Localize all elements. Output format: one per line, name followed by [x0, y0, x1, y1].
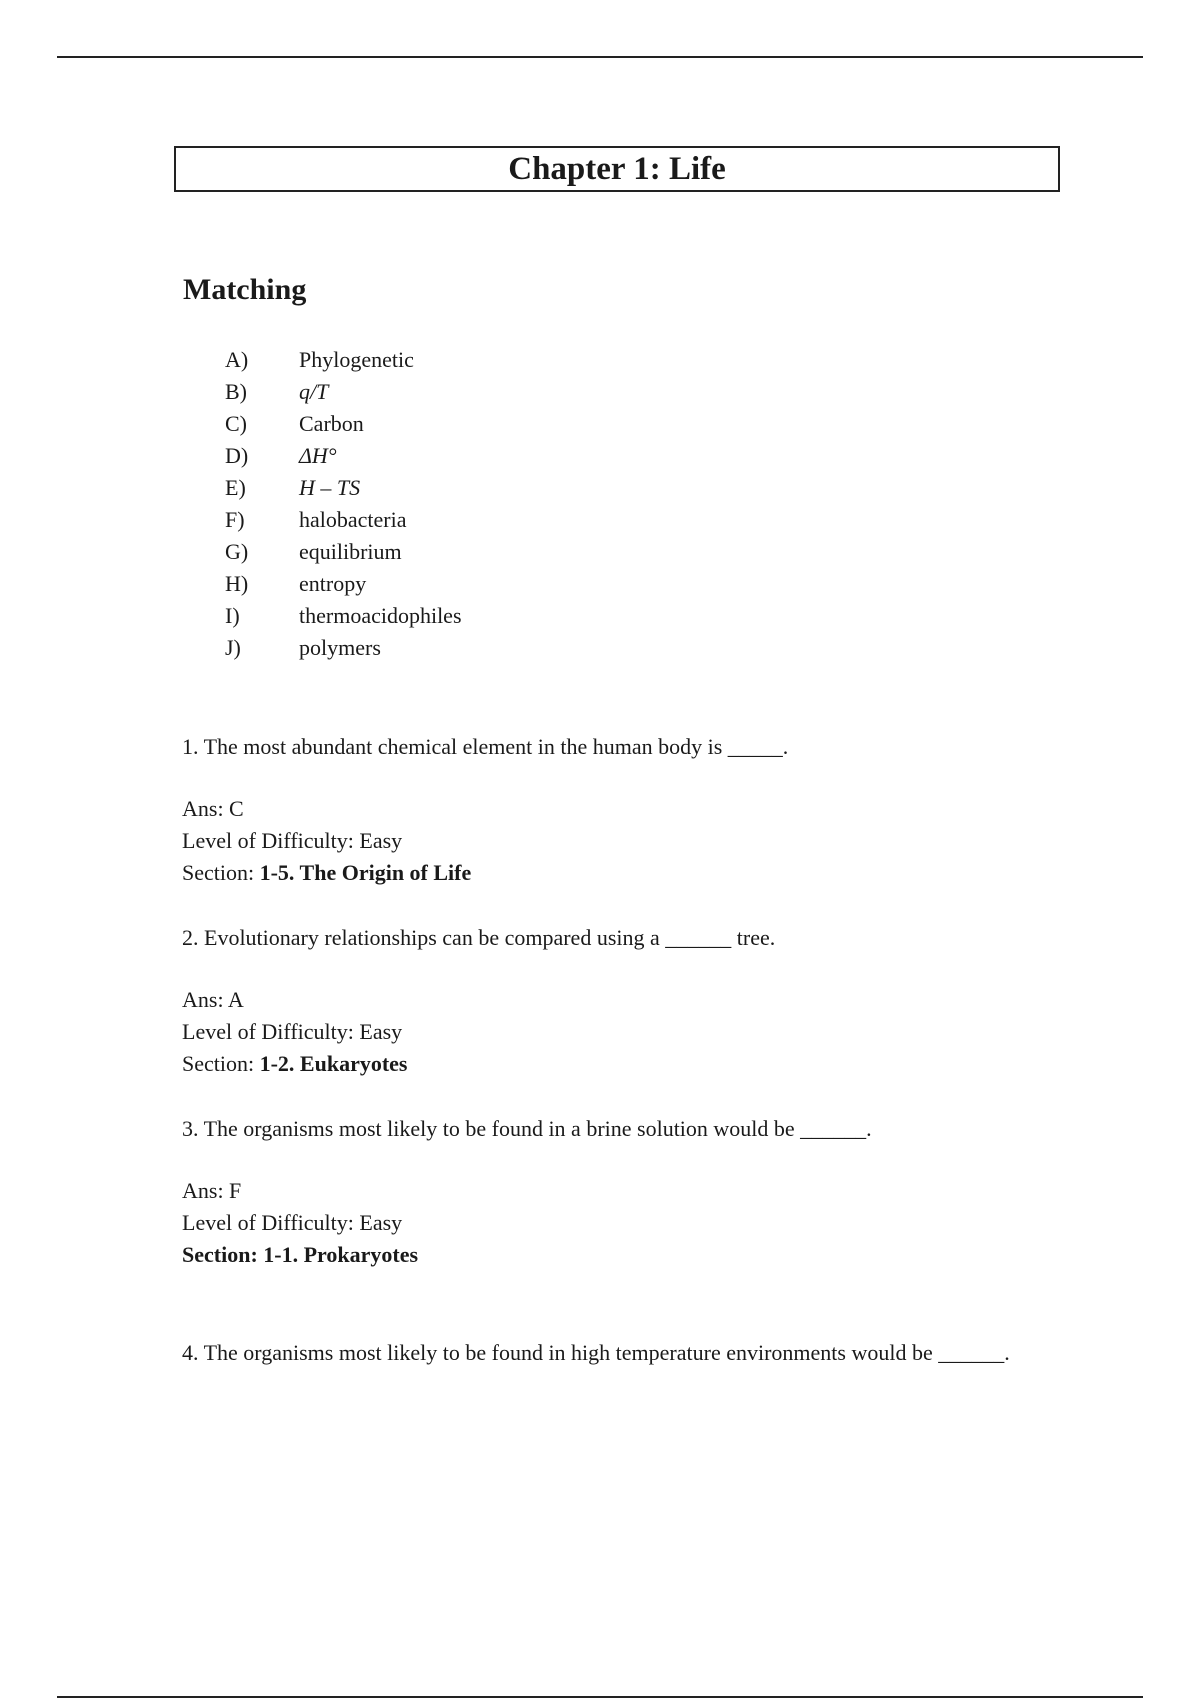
matching-option	[225, 600, 462, 632]
section-line	[182, 1048, 1042, 1080]
section-line	[182, 1239, 1042, 1271]
question-text: 4. The organisms most likely to be found in high temperature environments would be ______.	[182, 1340, 1010, 1365]
question-2	[182, 922, 1042, 1080]
option-text: Phylogenetic	[299, 347, 414, 372]
option-letter: C)	[225, 411, 247, 436]
question-3	[182, 1113, 1042, 1271]
matching-option	[225, 408, 462, 440]
option-letter: A)	[225, 347, 249, 372]
section-label: Section:	[182, 1051, 260, 1076]
top-rule	[57, 56, 1143, 58]
matching-option	[225, 376, 462, 408]
question-4	[182, 1337, 1042, 1369]
option-letter: E)	[225, 475, 246, 500]
section-label: Section:	[182, 1242, 264, 1267]
section-value: 1-1. Prokaryotes	[263, 1242, 419, 1267]
option-letter: G)	[225, 539, 249, 564]
question-text: 2. Evolutionary relationships can be compared using a ______ tree.	[182, 925, 776, 950]
option-letter: H)	[225, 571, 249, 596]
section-heading: Matching	[183, 273, 307, 306]
section-label: Section:	[182, 860, 260, 885]
matching-option	[225, 632, 462, 664]
option-text: H – TS	[299, 475, 361, 500]
section-line	[182, 857, 1042, 889]
difficulty-line: Level of Difficulty: Easy	[182, 1019, 403, 1044]
matching-option	[225, 344, 462, 376]
matching-option	[225, 472, 462, 504]
answer-line: Ans: F	[182, 1178, 242, 1203]
option-letter: F)	[225, 507, 245, 532]
section-value: 1-2. Eukaryotes	[259, 1051, 408, 1076]
difficulty-line: Level of Difficulty: Easy	[182, 828, 403, 853]
option-text: Carbon	[299, 411, 364, 436]
option-text: halobacteria	[299, 507, 407, 532]
chapter-title-box	[174, 146, 1060, 192]
option-letter: D)	[225, 443, 249, 468]
option-text: q/T	[299, 379, 329, 404]
option-text: equilibrium	[299, 539, 402, 564]
question-text: 1. The most abundant chemical element in the human body is _____.	[182, 734, 789, 759]
difficulty-line: Level of Difficulty: Easy	[182, 1210, 403, 1235]
question-text: 3. The organisms most likely to be found in a brine solution would be ______.	[182, 1116, 872, 1141]
option-text: polymers	[299, 635, 381, 660]
matching-option	[225, 440, 462, 472]
option-text: thermoacidophiles	[299, 603, 462, 628]
option-letter: B)	[225, 379, 247, 404]
matching-option	[225, 536, 462, 568]
option-letter: I)	[225, 603, 240, 628]
option-text: ΔH°	[299, 443, 337, 468]
option-text: entropy	[299, 571, 367, 596]
section-value: 1-5. The Origin of Life	[259, 860, 472, 885]
matching-options-list	[225, 344, 462, 664]
matching-option	[225, 504, 462, 536]
bottom-rule	[57, 1696, 1143, 1698]
chapter-title: Chapter 1: Life	[508, 151, 726, 187]
answer-line: Ans: A	[182, 987, 244, 1012]
matching-option	[225, 568, 462, 600]
question-1	[182, 731, 1042, 889]
option-letter: J)	[225, 635, 241, 660]
answer-line: Ans: C	[182, 796, 244, 821]
